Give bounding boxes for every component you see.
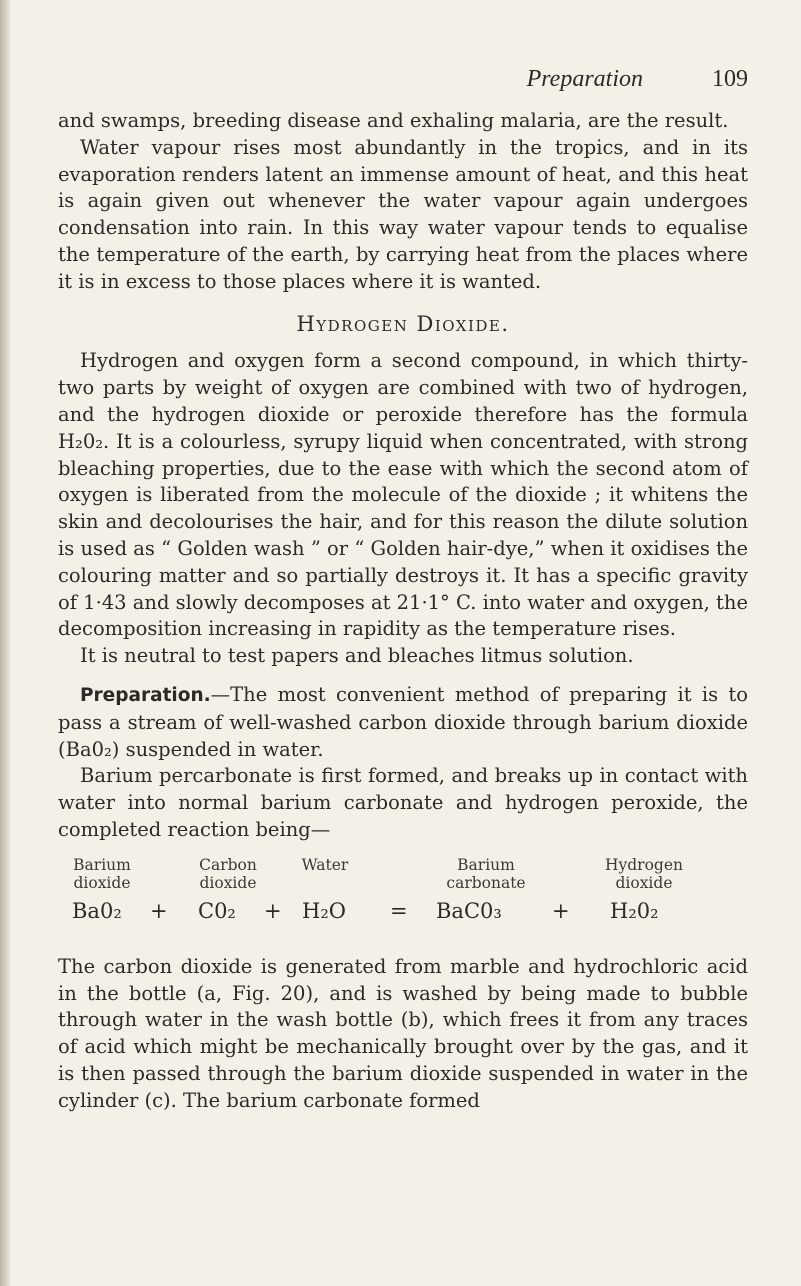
paragraph-closing: The carbon dioxide is generated from marble and hydrochloric acid in the bottle (a, Fig. 20), and is washed by being made to bubble through water in the wash bottle (b), which frees it from any traces of acid which might be mechanically brought over by the gas, and it is then passed through the barium dioxide suspended in water in the cylinder (c). The barium carbonate formed [58,954,748,1112]
formula-h2o2: H₂0₂ [58,429,104,453]
paragraph-water-vapour: Water vapour rises most abundantly in the tropics, and in its evaporation renders latent an immense amount of heat, and this heat is again given out whenever the water vapour again undergoes condensation into rain. In this way water vapour tends to equalise the temperature of the earth, by carrying heat from the places where it is in excess to those places where it is wanted. [58,135,748,293]
run-in-heading: Preparation. [80,684,211,706]
equation-term-label [290,856,360,874]
label-line: Water [301,855,349,874]
equation-term-label [186,856,270,892]
label-line: Barium [457,855,515,874]
paragraph-continuation: and swamps, breeding disease and exhaling malaria, are the result. [58,109,729,132]
label-line: dioxide [73,873,131,892]
page-body [58,108,748,1115]
label-line: Hydrogen [604,855,683,874]
paragraph-neutral: It is neutral to test papers and bleaches litmus solution. [80,644,634,668]
paragraph-preparation [58,682,748,763]
label-line: Carbon [199,855,257,874]
equation-term-label [60,856,144,892]
running-title: Preparation [526,66,643,92]
page-header [58,66,748,96]
page-edge-shadow [0,0,10,1286]
paragraph-hydrogen-dioxide [58,348,748,643]
label-line: carbonate [446,873,526,892]
label-line: dioxide [199,873,257,892]
section-heading: Hydrogen Dioxide. [296,311,510,336]
chemical-equation [58,856,748,946]
operator-plus: + [264,898,282,923]
operator-plus: + [552,898,570,923]
paragraph-percarbonate: Barium percarbonate is first formed, and breaks up in contact with water into normal barium carbonate and hydrogen peroxide, the completed reaction being— [58,764,748,841]
paragraph-text: . It is a colourless, syrupy liquid when concentrated, with strong bleaching properties, due to the ease with which the second atom of oxygen is liberated from the molecule of the dioxide ; it whitens the skin and decolourises the hair, and for this reason the dilute solution is used as “ Golden wash ” or “ Golden hair-dye,” when it oxidises the colouring matter and so partially destroys it. It has a specific gravity of 1·43 and slowly decomposes at 21·1° C. into water and oxygen, the decomposition increasing in rapidity as the temperature rises. [58,429,748,641]
formula-h2o: H₂O [302,898,346,923]
equation-term-label [436,856,536,892]
formula-baco3: BaC0₃ [436,898,502,923]
formula-h2o2: H₂0₂ [610,898,659,923]
formula-co2: C0₂ [198,898,236,923]
paragraph-text: Hydrogen and oxygen form a second compound, in which thirty-two parts by weight of oxygen are combined with two of hydrogen, and the hydrogen dioxide or peroxide therefore has the formula [58,349,748,426]
operator-equals: = [390,898,408,923]
formula-bao2: Ba0₂ [72,898,122,923]
label-line: Barium [73,855,131,874]
equation-term-label [594,856,694,892]
paragraph-text: —The most convenient method of preparing it is to pass a stream of well-washed carbon dioxide through barium dioxide (Ba0₂) suspended in water. [58,682,748,761]
page-number: 109 [712,66,748,92]
operator-plus: + [150,898,168,923]
label-line: dioxide [615,873,673,892]
